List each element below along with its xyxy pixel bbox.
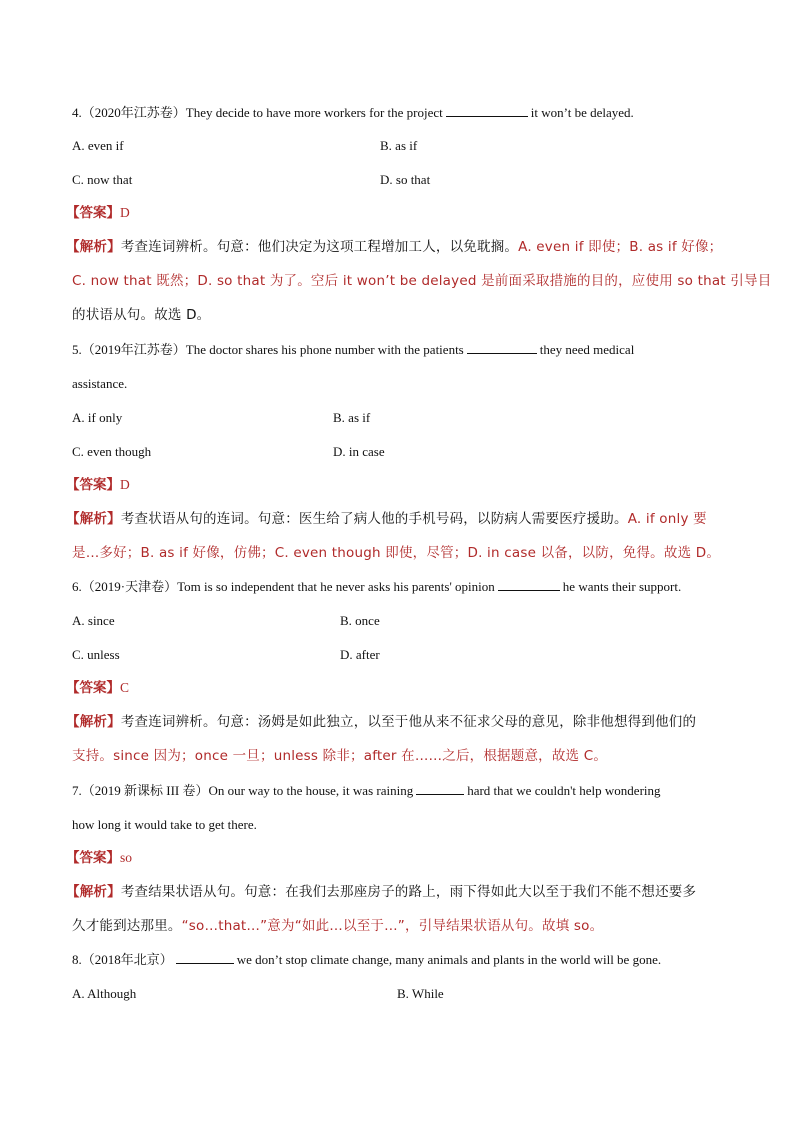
q7-explanation-line-2 [72, 917, 603, 935]
q8-option-b[interactable]: B. While [397, 986, 444, 1001]
q4-option-c[interactable]: C. now that [72, 172, 133, 187]
answer-value: D [120, 205, 130, 220]
explanation-text: 考查结果状语从句。句意：在我们去那座房子的路上，雨下得如此大以至于我们不能不想还要多 [120, 884, 697, 900]
explanation-text: A. if only 要 [627, 511, 707, 527]
q5-option-a[interactable]: A. if only [72, 410, 123, 425]
q6-option-b[interactable]: B. once [340, 613, 380, 628]
q5-option-b[interactable]: B. as if [333, 410, 371, 425]
explanation-label: 【解析】 [66, 239, 121, 255]
q8-stem [72, 951, 661, 969]
answer-label: 【答案】 [66, 205, 120, 221]
q8-option-a[interactable]: A. Although [72, 986, 137, 1001]
explanation-label: 【解析】 [66, 511, 121, 527]
q4-explanation-line-1 [66, 238, 722, 256]
q6-stem-end: he wants their support. [562, 579, 682, 594]
q5-stem-end: they need medical [539, 342, 635, 357]
explanation-text: 久才能到达那里。 [72, 918, 182, 934]
explanation-text: A. even if 即使；B. as if 好像； [518, 239, 723, 255]
q4-option-a[interactable]: A. even if [72, 138, 124, 153]
explanation-text: 考查连词辨析。句意：汤姆是如此独立，以至于他从来不征求父母的意见，除非他想得到他们的 [120, 714, 697, 730]
q4-stem-end: it won’t be delayed. [530, 105, 634, 120]
q6-answer [66, 679, 129, 697]
q4-blank[interactable] [446, 104, 528, 117]
explanation-label: 【解析】 [66, 884, 121, 900]
answer-value: so [120, 850, 133, 865]
q5-answer [66, 476, 130, 494]
q5-option-d[interactable]: D. in case [333, 444, 385, 459]
answer-value: D [120, 477, 130, 492]
explanation-text: 考查状语从句的连词。句意：医生给了病人他的手机号码，以防病人需要医疗援助。 [120, 511, 628, 527]
q7-explanation-line-1 [66, 883, 696, 901]
q8-stem-start: 8.（2018年北京） [72, 952, 173, 967]
q6-explanation-line-2: 支持。since 因为；once 一旦；unless 除非；after 在……之后，根据题意，故选 C。 [72, 748, 608, 764]
q5-explanation-line-1 [66, 510, 707, 528]
q4-explanation-line-3 [72, 306, 210, 324]
q7-stem-start: 7.（2019 新课标 III 卷）On our way to the house, it was raining [72, 783, 414, 798]
explanation-text: 的状语从句。故选 D。 [72, 307, 211, 323]
q7-blank[interactable] [416, 782, 464, 795]
q8-blank[interactable] [176, 951, 234, 964]
answer-label: 【答案】 [66, 680, 120, 696]
q5-stem-continued: assistance. [72, 376, 128, 391]
q6-option-a[interactable]: A. since [72, 613, 115, 628]
answer-label: 【答案】 [66, 850, 120, 866]
q6-option-d[interactable]: D. after [340, 647, 380, 662]
explanation-text: “so…that…”意为“如此…以至于…”，引导结果状语从句。故填 so。 [181, 918, 604, 934]
q4-option-b[interactable]: B. as if [380, 138, 418, 153]
q7-stem-end: hard that we couldn't help wondering [467, 783, 661, 798]
q6-explanation-line-1 [66, 713, 696, 731]
q5-stem [72, 341, 634, 359]
q4-stem-start: 4.（2020年江苏卷）They decide to have more workers for the project [72, 105, 443, 120]
q7-stem [72, 782, 661, 800]
q4-stem [72, 104, 634, 122]
q4-answer [66, 204, 130, 222]
q4-explanation-line-2: C. now that 既然；D. so that 为了。空后 it won’t be delayed 是前面采取措施的目的，应使用 so that 引导目 [72, 273, 772, 289]
q6-blank[interactable] [498, 578, 560, 591]
q7-answer [66, 849, 132, 867]
q5-blank[interactable] [467, 341, 537, 354]
explanation-text: 考查连词辨析。句意：他们决定为这项工程增加工人，以免耽搁。 [120, 239, 519, 255]
q6-option-c[interactable]: C. unless [72, 647, 120, 662]
q5-stem-start: 5.（2019年江苏卷）The doctor shares his phone number with the patients [72, 342, 464, 357]
answer-value: C [120, 680, 130, 695]
answer-label: 【答案】 [66, 477, 120, 493]
q7-stem-continued: how long it would take to get there. [72, 817, 257, 832]
explanation-label: 【解析】 [66, 714, 121, 730]
q8-stem-end: we don’t stop climate change, many animals and plants in the world will be gone. [236, 952, 662, 967]
q5-option-c[interactable]: C. even though [72, 444, 152, 459]
q5-explanation-line-2: 是…多好；B. as if 好像，仿佛；C. even though 即使，尽管；D. in case 以备，以防，免得。故选 D。 [72, 545, 721, 561]
q6-stem-start: 6.（2019·天津卷）Tom is so independent that he never asks his parents' opinion [72, 579, 495, 594]
q4-option-d[interactable]: D. so that [380, 172, 431, 187]
q6-stem [72, 578, 681, 596]
